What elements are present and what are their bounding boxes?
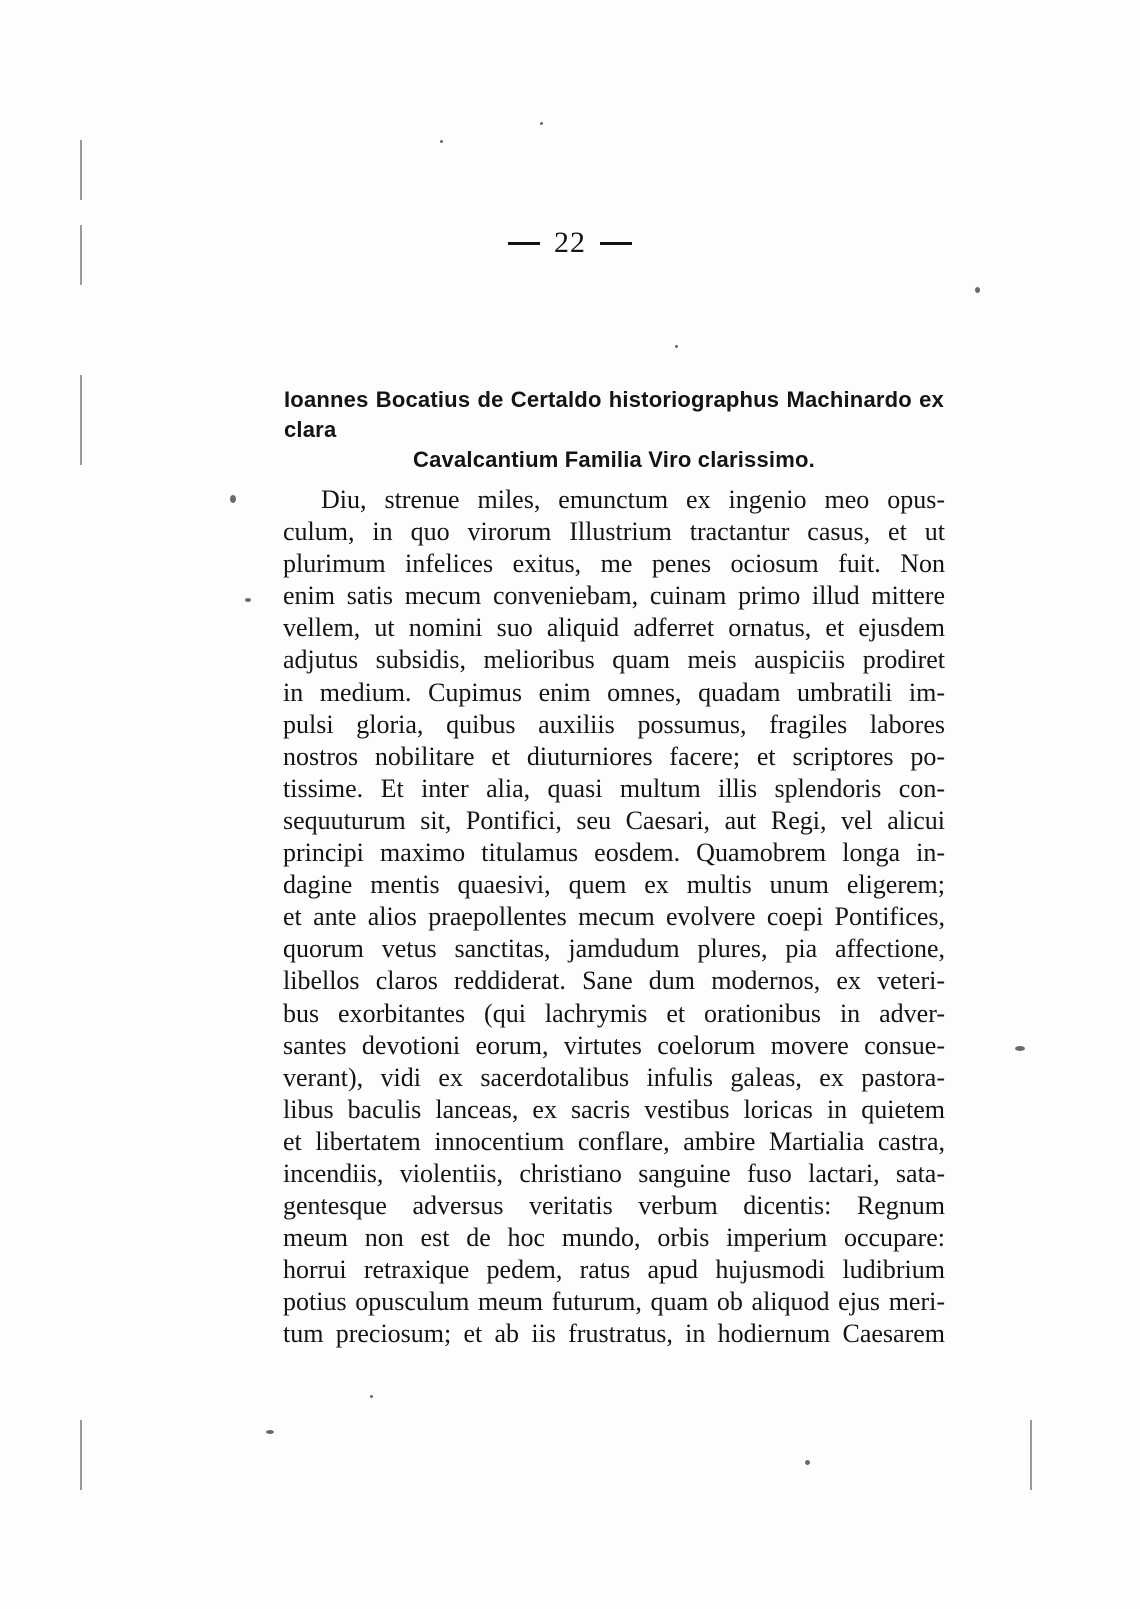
body-line: et libertatem innocentium conflare, ambire Martialia castra,	[283, 1126, 945, 1156]
scan-speck	[1015, 1046, 1025, 1051]
heading-line-1: Ioannes Bocatius de Certaldo historiographus Machinardo ex clara	[284, 387, 944, 442]
scan-speck	[540, 122, 543, 125]
body-line: potius opusculum meum futurum, quam ob aliquod ejus meri-	[283, 1287, 945, 1317]
heading-line-2: Cavalcantium Familia Viro clarissimo.	[413, 447, 815, 472]
body-line: santes devotioni eorum, virtutes coelorum movere consue-	[283, 1030, 945, 1060]
body-line: culum, in quo virorum Illustrium tractantur casus, et ut	[283, 517, 945, 547]
body-line: principi maximo titulamus eosdem. Quamobrem longa in-	[283, 838, 945, 868]
body-line: verant), vidi ex sacerdotalibus infulis galeas, ex pastora-	[283, 1062, 945, 1092]
scan-speck	[675, 345, 678, 348]
body-line: plurimum infelices exitus, me penes ociosum fuit. Non	[283, 549, 945, 579]
page-number-dash-right	[600, 242, 632, 245]
scan-speck	[230, 495, 236, 503]
body-line: adjutus subsidis, melioribus quam meis auspiciis prodiret	[283, 645, 945, 675]
body-line: in medium. Cupimus enim omnes, quadam umbratili im-	[283, 677, 945, 707]
scan-edge-left	[80, 140, 82, 200]
body-line: Diu, strenue miles, emunctum ex ingenio meo opus-	[321, 485, 945, 514]
scan-speck	[805, 1460, 810, 1465]
scan-edge-right	[1030, 1420, 1032, 1490]
body-line: pulsi gloria, quibus auxiliis possumus, fragiles labores	[283, 709, 945, 739]
scan-speck	[370, 1395, 373, 1398]
page-number-dash-left	[508, 242, 540, 245]
body-line: nostros nobilitare et diuturniores facere; et scriptores po-	[283, 741, 945, 771]
body-line: et ante alios praepollentes mecum evolvere coepi Pontifices,	[283, 902, 945, 932]
body-line: tissime. Et inter alia, quasi multum illis splendoris con-	[283, 773, 945, 803]
scan-edge-left	[80, 375, 82, 465]
body-line: enim satis mecum conveniebam, cuinam primo illud mittere	[283, 581, 945, 611]
scan-edge-left	[80, 1420, 82, 1490]
scan-speck	[245, 598, 251, 602]
letter-body	[283, 484, 945, 1351]
page-number	[0, 226, 1140, 260]
scan-speck	[975, 287, 980, 293]
body-line: horrui retraxique pedem, ratus apud hujusmodi ludibrium	[283, 1255, 945, 1285]
letter-heading	[284, 385, 944, 475]
body-line: bus exorbitantes (qui lachrymis et orationibus in adver-	[283, 998, 945, 1028]
body-line: sequuturum sit, Pontifici, seu Caesari, aut Regi, vel alicui	[283, 805, 945, 835]
body-line: vellem, ut nomini suo aliquid adferret ornatus, et ejusdem	[283, 613, 945, 643]
body-line: meum non est de hoc mundo, orbis imperium occupare:	[283, 1223, 945, 1253]
body-line: dagine mentis quaesivi, quem ex multis unum eligerem;	[283, 870, 945, 900]
body-line: libus baculis lanceas, ex sacris vestibus loricas in quietem	[283, 1094, 945, 1124]
page-number-value: 22	[554, 226, 586, 259]
body-line: gentesque adversus veritatis verbum dicentis: Regnum	[283, 1191, 945, 1221]
body-line: tum preciosum; et ab iis frustratus, in hodiernum Caesarem	[283, 1319, 945, 1349]
body-line: quorum vetus sanctitas, jamdudum plures, pia affectione,	[283, 934, 945, 964]
body-line: libellos claros reddiderat. Sane dum modernos, ex veteri-	[283, 966, 945, 996]
body-line: incendiis, violentiis, christiano sanguine fuso lactari, sata-	[283, 1158, 945, 1188]
scan-speck	[440, 140, 443, 143]
scan-speck	[266, 1430, 274, 1434]
